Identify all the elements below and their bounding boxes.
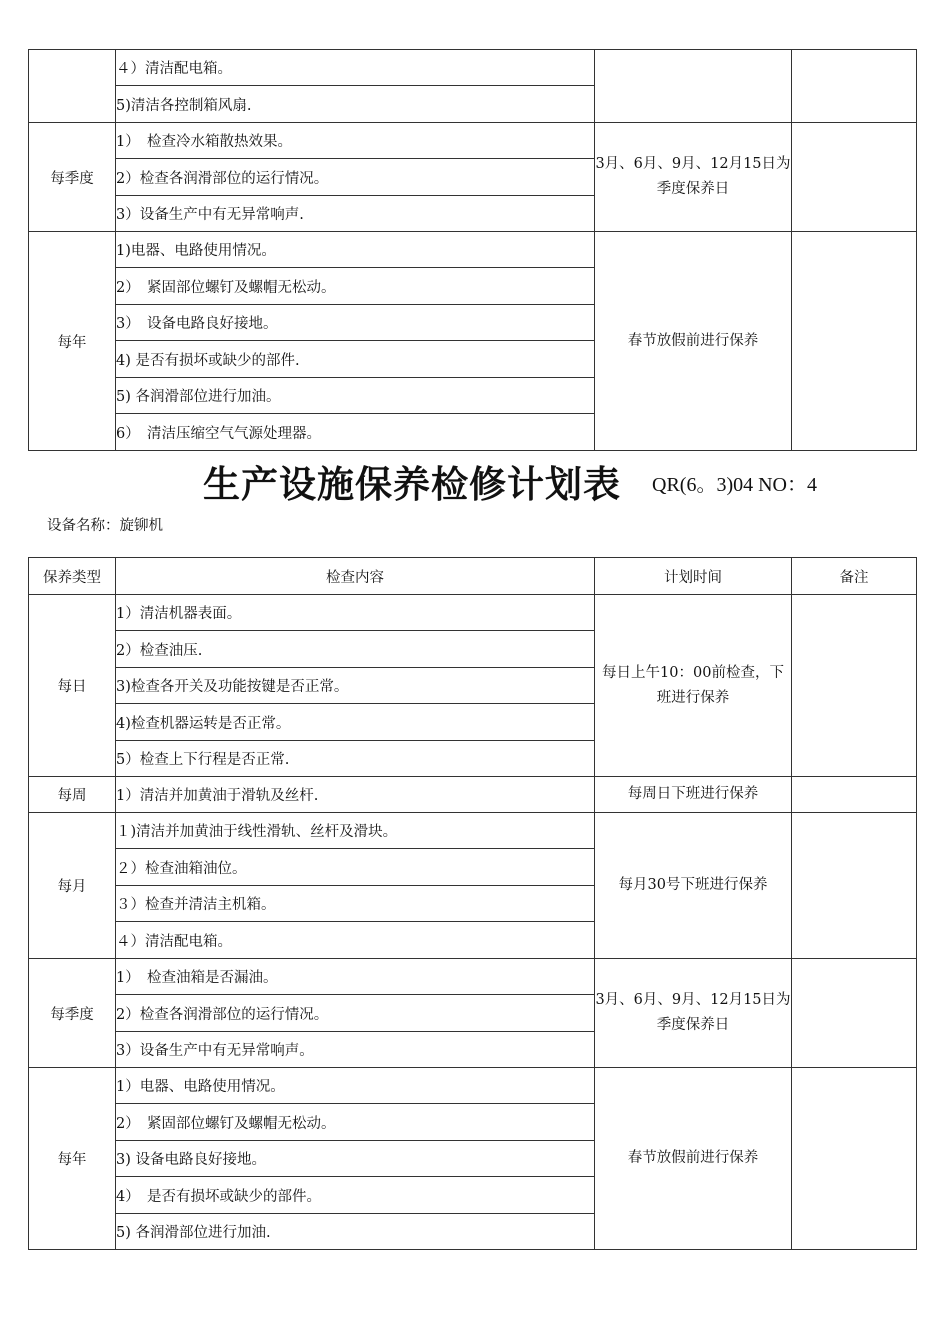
table-row: [29, 595, 917, 631]
plan-time: 3月、6月、9月、12月15日为季度保养日: [595, 959, 792, 1068]
plan-time: 每月30号下班进行保养: [595, 813, 792, 959]
check-item: 2） 紧固部位螺钉及螺帽无松动。: [116, 1104, 595, 1141]
check-item: 1)电器、电路使用情况。: [116, 232, 595, 268]
plan-time: 每日上午10：00前检查，下班进行保养: [595, 595, 792, 777]
header-time: 计划时间: [595, 558, 792, 595]
remark: [792, 777, 917, 813]
check-item: 3）设备生产中有无异常响声.: [116, 196, 595, 232]
check-item: ４）清洁配电箱。: [116, 922, 595, 959]
check-item: 2） 紧固部位螺钉及螺帽无松动。: [116, 268, 595, 305]
check-item: 4） 是否有损坏或缺少的部件。: [116, 1177, 595, 1214]
maintenance-type: 每季度: [29, 959, 116, 1068]
maintenance-plan-table: [28, 557, 917, 1250]
check-item: 1） 检查油箱是否漏油。: [116, 959, 595, 995]
plan-time: 春节放假前进行保养: [595, 232, 792, 451]
check-item: 3） 设备电路良好接地。: [116, 305, 595, 341]
check-item: 3）设备生产中有无异常响声。: [116, 1032, 595, 1068]
header-content: 检查内容: [116, 558, 595, 595]
header-note: 备注: [792, 558, 917, 595]
table-row: [29, 50, 917, 86]
maintenance-type: 每日: [29, 595, 116, 777]
check-item: 1）清洁并加黄油于滑轨及丝杆.: [116, 777, 595, 813]
check-item: 4) 是否有损坏或缺少的部件.: [116, 341, 595, 378]
maintenance-type: [29, 50, 116, 123]
plan-time: 3月、6月、9月、12月15日为季度保养日: [595, 123, 792, 232]
table-row: [29, 123, 917, 159]
title-row: [0, 446, 950, 508]
check-item: ４）清洁配电箱。: [116, 50, 595, 86]
check-item: 2）检查各润滑部位的运行情况。: [116, 159, 595, 196]
check-item: 5）检查上下行程是否正常.: [116, 741, 595, 777]
top-table-body: [29, 50, 917, 451]
remark: [792, 813, 917, 959]
page-title: 生产设施保养检修计划表: [203, 463, 621, 506]
table-row: [29, 813, 917, 849]
check-item: 6） 清洁压缩空气气源处理器。: [116, 414, 595, 451]
table-row: [29, 777, 917, 813]
check-item: 3)检查各开关及功能按键是否正常。: [116, 668, 595, 704]
check-item: ２）检查油箱油位。: [116, 849, 595, 886]
maintenance-type: 每年: [29, 232, 116, 451]
plan-time: [595, 50, 792, 123]
maintenance-type: 每年: [29, 1068, 116, 1250]
table-row: [29, 959, 917, 995]
plan-time: 每周日下班进行保养: [595, 777, 792, 813]
check-item: 2）检查油压.: [116, 631, 595, 668]
check-item: 1）清洁机器表面。: [116, 595, 595, 631]
check-item: 5) 各润滑部位进行加油。: [116, 378, 595, 414]
remark: [792, 1068, 917, 1250]
check-item: 1） 检查冷水箱散热效果。: [116, 123, 595, 159]
plan-time: 春节放假前进行保养: [595, 1068, 792, 1250]
check-item: 5)清洁各控制箱风扇.: [116, 86, 595, 123]
remark: [792, 232, 917, 451]
check-item: 3) 设备电路良好接地。: [116, 1141, 595, 1177]
table-row: [29, 232, 917, 268]
device-name: 设备名称：旋铆机: [47, 518, 163, 534]
table-header: [29, 558, 917, 595]
remark: [792, 50, 917, 123]
check-item: 4)检查机器运转是否正常。: [116, 704, 595, 741]
check-item: 1）电器、电路使用情况。: [116, 1068, 595, 1104]
maintenance-type: 每月: [29, 813, 116, 959]
maintenance-type: 每周: [29, 777, 116, 813]
remark: [792, 959, 917, 1068]
check-item: 2）检查各润滑部位的运行情况。: [116, 995, 595, 1032]
header-type: 保养类型: [29, 558, 116, 595]
form-code: QR(6。3)04 NO：4: [652, 474, 817, 496]
check-item: １)清洁并加黄油于线性滑轨、丝杆及滑块。: [116, 813, 595, 849]
maintenance-table-continued: [28, 49, 917, 451]
remark: [792, 123, 917, 232]
check-item: ３）检查并清洁主机箱。: [116, 886, 595, 922]
maintenance-type: 每季度: [29, 123, 116, 232]
check-item: 5) 各润滑部位进行加油.: [116, 1214, 595, 1250]
remark: [792, 595, 917, 777]
table-row: [29, 1068, 917, 1104]
main-table-body: [29, 595, 917, 1250]
